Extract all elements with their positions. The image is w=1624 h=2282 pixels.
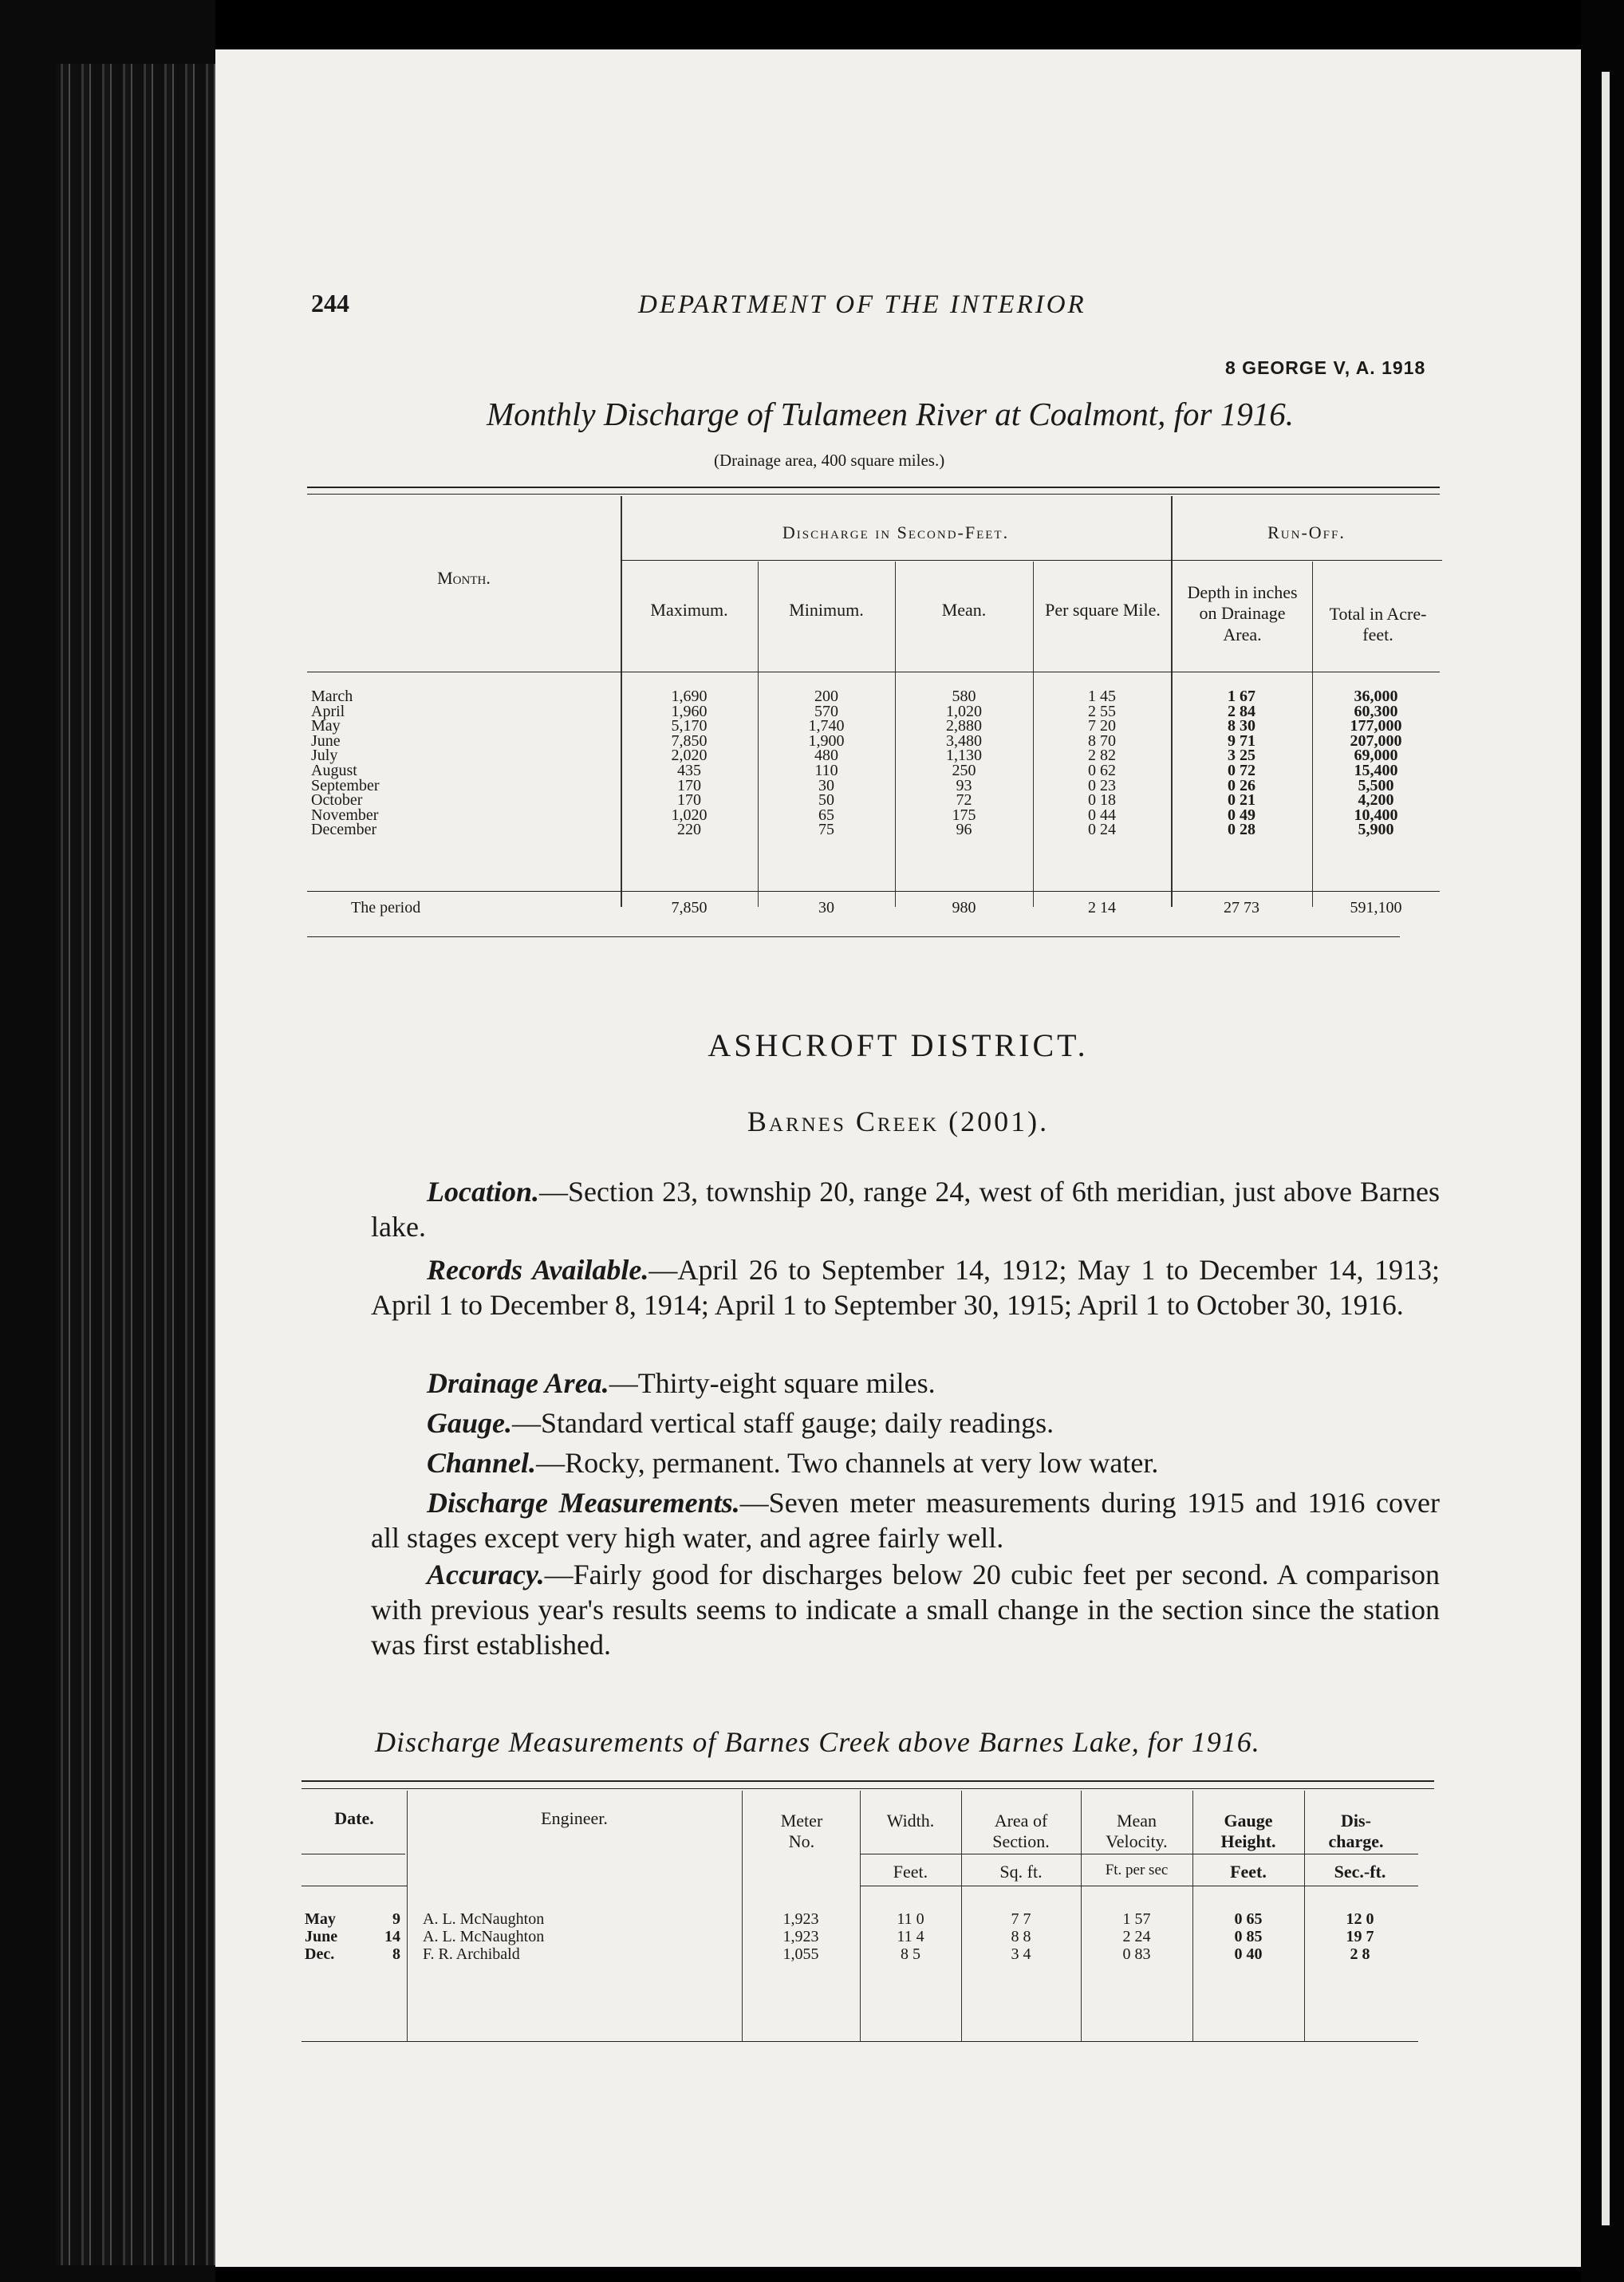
cell-max: 170 xyxy=(677,776,701,794)
t2-cell-area: 8 8 xyxy=(1011,1928,1031,1945)
station-heading: Barnes Creek (2001). xyxy=(747,1106,1050,1137)
col-header-depth: Depth in inches on Drainage Area. xyxy=(1187,582,1298,644)
paragraph-label: Gauge. xyxy=(427,1407,512,1439)
cell-min: 65 xyxy=(818,806,834,824)
t2-cell-engineer: F. R. Archibald xyxy=(423,1945,520,1963)
cell-depth: 2 84 xyxy=(1228,702,1255,720)
cell-depth: 0 26 xyxy=(1228,776,1255,794)
description-paragraph xyxy=(371,1174,1440,1244)
cell-mean: 250 xyxy=(952,762,976,779)
t2-cell-meter: 1,923 xyxy=(782,1910,819,1928)
cell-depth: 0 28 xyxy=(1228,821,1255,839)
paragraph-label: Drainage Area. xyxy=(427,1367,609,1399)
paragraph-text: —Section 23, township 20, range 24, west of 6th meridian, just above Barnes lake. xyxy=(371,1176,1440,1243)
paragraph-label: Channel. xyxy=(427,1447,537,1479)
table1-title: Monthly Discharge of Tulameen River at Coalmont, for 1916. xyxy=(487,396,1295,432)
cell-psm: 1 45 xyxy=(1088,688,1116,705)
book-binding xyxy=(56,64,215,2265)
district-heading: ASHCROFT DISTRICT. xyxy=(708,1027,1089,1063)
paragraph-text: —Standard vertical staff gauge; daily readings. xyxy=(512,1407,1054,1439)
period-min: 30 xyxy=(818,899,834,916)
t2-header-gauge: Gauge Height. xyxy=(1220,1811,1276,1852)
cell-max: 170 xyxy=(677,791,701,810)
t2-header-velocity: Mean Velocity. xyxy=(1106,1811,1168,1852)
cell-psm: 2 82 xyxy=(1088,747,1116,765)
cell-psm: 7 20 xyxy=(1088,717,1116,735)
description-paragraph xyxy=(371,1485,1440,1555)
month-label: December xyxy=(311,821,377,839)
period-depth: 27 73 xyxy=(1224,899,1259,916)
description-paragraph xyxy=(371,1366,1440,1401)
col-header-mean: Mean. xyxy=(941,600,987,620)
period-max: 7,850 xyxy=(671,899,708,916)
cell-min: 50 xyxy=(818,791,834,810)
col-header-month: Month. xyxy=(437,568,491,588)
cell-total: 4,200 xyxy=(1358,791,1394,810)
t2-cell-day: 8 xyxy=(392,1945,400,1963)
description-paragraph xyxy=(371,1445,1440,1480)
cell-total: 207,000 xyxy=(1350,731,1402,750)
paragraph-label: Accuracy. xyxy=(427,1559,545,1590)
t2-header-area: Area of Section. xyxy=(992,1811,1050,1852)
t2-cell-engineer: A. L. McNaughton xyxy=(423,1928,545,1945)
cell-max: 220 xyxy=(677,821,701,839)
next-page-edge xyxy=(1602,72,1610,2225)
cell-total: 60,300 xyxy=(1354,702,1398,720)
document-page xyxy=(215,49,1581,2267)
t2-cell-velocity: 2 24 xyxy=(1122,1928,1151,1945)
cell-depth: 0 72 xyxy=(1228,762,1255,779)
period-mean: 980 xyxy=(952,899,976,916)
cell-psm: 0 18 xyxy=(1088,791,1116,810)
t2-cell-discharge: 12 0 xyxy=(1346,1910,1374,1928)
t2-cell-gauge: 0 40 xyxy=(1234,1945,1263,1963)
table2-title: Discharge Measurements of Barnes Creek above Barnes Lake, for 1916. xyxy=(375,1726,1260,1758)
paragraph-label: Records Available. xyxy=(427,1254,649,1286)
month-label: September xyxy=(311,776,380,794)
group-header-discharge: Discharge in Second-Feet. xyxy=(782,522,1010,542)
t2-cell-day: 9 xyxy=(392,1910,400,1928)
t2-header-engineer: Engineer. xyxy=(541,1808,608,1828)
cell-min: 1,740 xyxy=(808,717,845,735)
paragraph-label: Location. xyxy=(427,1176,539,1208)
paragraph-label: Discharge Measurements. xyxy=(427,1487,740,1519)
t2-cell-meter: 1,923 xyxy=(782,1928,819,1945)
month-label: November xyxy=(311,806,379,824)
cell-total: 177,000 xyxy=(1350,717,1402,735)
month-label: April xyxy=(311,702,345,720)
group-header-runoff: Run-Off. xyxy=(1267,522,1346,542)
month-label: May xyxy=(311,717,341,735)
cell-max: 1,690 xyxy=(671,688,708,705)
cell-psm: 0 24 xyxy=(1088,821,1116,839)
col-header-per-square-mile: Per square Mile. xyxy=(1045,600,1161,620)
t2-unit-gauge: Feet. xyxy=(1230,1862,1267,1882)
t2-unit-velocity: Ft. per sec xyxy=(1105,1862,1169,1878)
t2-unit-width: Feet. xyxy=(893,1862,928,1882)
cell-min: 480 xyxy=(814,747,838,765)
period-label: The period xyxy=(351,899,421,916)
t2-cell-area: 7 7 xyxy=(1011,1910,1031,1928)
month-label: August xyxy=(311,762,357,779)
t2-cell-width: 11 4 xyxy=(897,1928,924,1945)
cell-psm: 0 62 xyxy=(1088,762,1116,779)
table1-subtitle: (Drainage area, 400 square miles.) xyxy=(714,451,945,470)
cell-depth: 1 67 xyxy=(1228,688,1255,705)
description-paragraph xyxy=(371,1557,1440,1662)
cell-mean: 1,130 xyxy=(946,747,982,765)
t2-header-date: Date. xyxy=(334,1808,374,1828)
cell-depth: 0 21 xyxy=(1228,791,1255,810)
cell-min: 570 xyxy=(814,702,838,720)
cell-mean: 1,020 xyxy=(946,702,982,720)
t2-cell-discharge: 2 8 xyxy=(1350,1945,1370,1963)
cell-mean: 96 xyxy=(956,821,972,839)
cell-depth: 8 30 xyxy=(1228,717,1255,735)
cell-total: 10,400 xyxy=(1354,806,1398,824)
month-label: October xyxy=(311,791,363,810)
paragraph-text: —Rocky, permanent. Two channels at very low water. xyxy=(536,1447,1159,1479)
cell-mean: 93 xyxy=(956,776,972,794)
cell-total: 69,000 xyxy=(1354,747,1398,765)
t2-cell-width: 8 5 xyxy=(901,1945,920,1963)
t2-header-width: Width. xyxy=(886,1811,935,1831)
cell-total: 15,400 xyxy=(1354,762,1398,779)
cell-max: 1,020 xyxy=(671,806,708,824)
cell-mean: 2,880 xyxy=(946,717,982,735)
session-label: 8 GEORGE V, A. 1918 xyxy=(1225,357,1426,378)
description-paragraph xyxy=(371,1252,1440,1322)
cell-depth: 9 71 xyxy=(1228,731,1255,750)
t2-cell-gauge: 0 85 xyxy=(1234,1928,1263,1945)
t2-header-discharge: Dis-charge. xyxy=(1328,1811,1384,1852)
cell-mean: 3,480 xyxy=(946,731,982,750)
running-head: DEPARTMENT OF THE INTERIOR xyxy=(638,290,1086,319)
cell-max: 435 xyxy=(677,762,701,779)
cell-total: 5,500 xyxy=(1358,776,1394,794)
cell-max: 7,850 xyxy=(671,731,708,750)
cell-total: 36,000 xyxy=(1354,688,1398,705)
t2-cell-gauge: 0 65 xyxy=(1234,1910,1263,1928)
description-paragraph xyxy=(371,1405,1440,1441)
t2-cell-meter: 1,055 xyxy=(782,1945,819,1963)
page-number: 244 xyxy=(311,289,349,317)
t2-header-meter: Meter No. xyxy=(780,1811,823,1852)
t2-cell-velocity: 0 83 xyxy=(1122,1945,1151,1963)
col-header-minimum: Minimum. xyxy=(789,600,864,620)
cell-depth: 3 25 xyxy=(1228,747,1255,765)
col-header-total: Total in Acre-feet. xyxy=(1329,604,1427,645)
t2-unit-area: Sq. ft. xyxy=(999,1862,1043,1882)
t2-cell-width: 11 0 xyxy=(897,1910,924,1928)
t2-cell-month: May xyxy=(305,1910,336,1928)
col-header-maximum: Maximum. xyxy=(650,600,728,620)
month-label: July xyxy=(311,747,338,765)
cell-max: 1,960 xyxy=(671,702,708,720)
t2-cell-area: 3 4 xyxy=(1011,1945,1031,1963)
cell-max: 2,020 xyxy=(671,747,708,765)
cell-min: 110 xyxy=(814,762,838,779)
month-label: June xyxy=(311,731,341,750)
cell-max: 5,170 xyxy=(671,717,708,735)
month-label: March xyxy=(311,688,353,705)
cell-psm: 2 55 xyxy=(1088,702,1116,720)
paragraph-text: —Seven meter measurements during 1915 and 1916 cover all stages except very high water, and agree fairly well. xyxy=(371,1487,1440,1554)
t2-cell-velocity: 1 57 xyxy=(1122,1910,1151,1928)
t2-cell-day: 14 xyxy=(384,1928,400,1945)
cell-psm: 8 70 xyxy=(1088,731,1116,750)
cell-psm: 0 44 xyxy=(1088,806,1116,824)
paragraph-text: —Fairly good for discharges below 20 cubic feet per second. A comparison with previous year's results seems to indicate a small change in the section since the station was first established. xyxy=(371,1559,1440,1661)
t2-unit-discharge: Sec.-ft. xyxy=(1334,1862,1386,1882)
cell-min: 200 xyxy=(814,688,838,705)
cell-min: 75 xyxy=(818,821,834,839)
period-psm: 2 14 xyxy=(1088,899,1116,916)
paragraph-text: —Thirty-eight square miles. xyxy=(609,1367,936,1399)
cell-min: 1,900 xyxy=(808,731,845,750)
period-total: 591,100 xyxy=(1350,899,1402,916)
t2-cell-month: June xyxy=(305,1928,338,1945)
cell-total: 5,900 xyxy=(1358,821,1394,839)
cell-mean: 72 xyxy=(956,791,972,810)
cell-depth: 0 49 xyxy=(1228,806,1255,824)
cell-mean: 175 xyxy=(952,806,976,824)
cell-mean: 580 xyxy=(952,688,976,705)
cell-min: 30 xyxy=(818,776,834,794)
t2-cell-discharge: 19 7 xyxy=(1346,1928,1374,1945)
t2-cell-engineer: A. L. McNaughton xyxy=(423,1910,545,1928)
t2-cell-month: Dec. xyxy=(305,1945,335,1963)
cell-psm: 0 23 xyxy=(1088,776,1116,794)
paragraph-text: —April 26 to September 14, 1912; May 1 to December 14, 1913; April 1 to December 8, 1914; April 1 to September 30, 1915; April 1 to October 30, 1916. xyxy=(371,1254,1440,1321)
